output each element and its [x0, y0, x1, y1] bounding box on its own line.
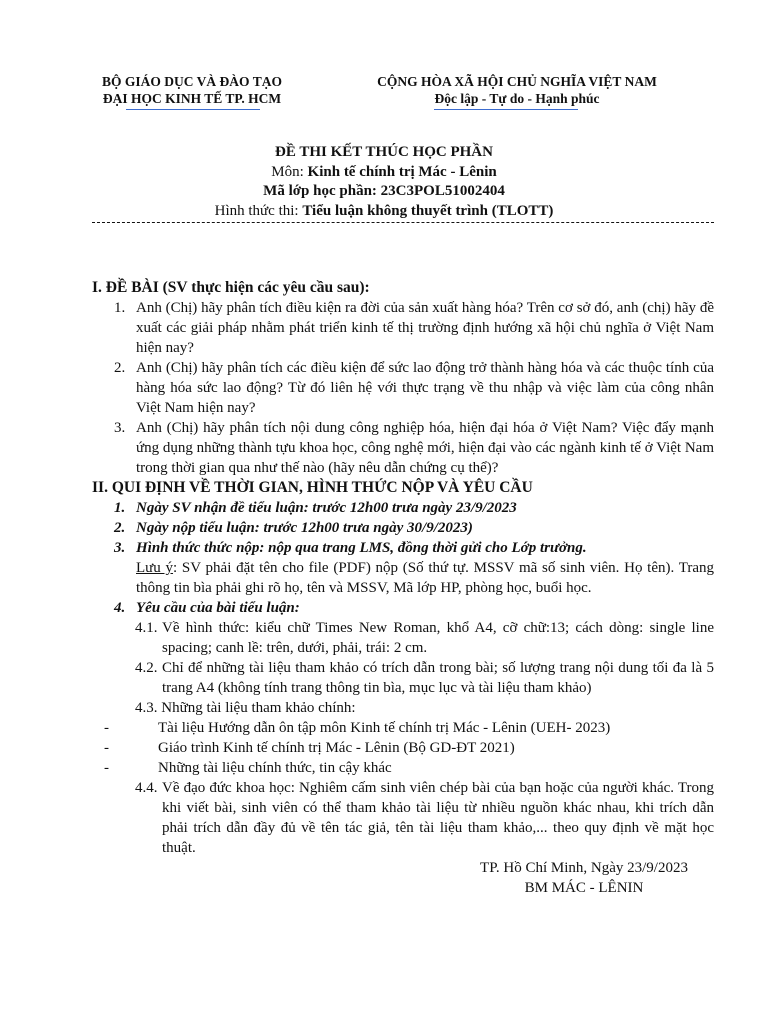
rule-receive-date: 1. Ngày SV nhận đề tiểu luận: trước 12h00 trưa ngày 23/9/2023: [114, 500, 517, 516]
university-name: ĐẠI HỌC KINH TẾ TP. HCM: [102, 91, 282, 106]
ministry-header: [92, 73, 292, 107]
country-name: CỘNG HÒA XÃ HỘI CHỦ NGHĨA VIỆT NAM: [377, 74, 657, 89]
header-left-underline: [126, 109, 260, 110]
dashed-divider: [92, 222, 714, 233]
references-heading: 4.3. Những tài liệu tham khảo chính:: [135, 700, 356, 716]
question-2: 2. Anh (Chị) hãy phân tích các điều kiện để sức lao động trở thành hàng hóa và các thuộc tính của hàng hóa sức lao động? Từ đó liên hệ với thực trạng về thu nhập và việc làm của công nhân Việt Nam hiện nay?: [114, 360, 714, 416]
section-1-title: I. ĐỀ BÀI (SV thực hiện các yêu cầu sau):: [92, 279, 370, 296]
national-header: [352, 73, 682, 107]
requirement-ethics: 4.4. Về đạo đức khoa học: Nghiêm cấm sinh viên chép bài của bạn hoặc của người khác. Trong khi viết bài, sinh viên có thể tham khảo tài liệu từ nhiều nguồn khác nhau, khi trích dẫn phải trích dẫn đầy đủ về tên tác giả, tên tài liệu tham khảo,... theo quy định về mặt học thuật.: [135, 780, 714, 856]
reference-item: - Giáo trình Kinh tế chính trị Mác - Lênin (Bộ GD-ĐT 2021): [104, 740, 515, 756]
submission-note: Lưu ý: SV phải đặt tên cho file (PDF) nộp (Số thứ tự. MSSV mã số sinh viên. Họ tên). Trang thông tin bìa phải ghi rõ họ, tên và MSSV, Mã lớp HP, phòng học, buổi học.: [136, 560, 714, 596]
class-code-line: Mã lớp học phần: 23C3POL51002404: [263, 183, 505, 199]
rule-submit-date: 2. Ngày nộp tiểu luận: trước 12h00 trưa ngày 30/9/2023): [114, 520, 473, 536]
rule-requirements: 4. Yêu cầu của bài tiểu luận:: [114, 600, 300, 616]
section-2-title: II. QUI ĐỊNH VỀ THỜI GIAN, HÌNH THỨC NỘP VÀ YÊU CẦU: [92, 479, 533, 496]
reference-item: - Những tài liệu chính thức, tin cậy khác: [104, 760, 392, 776]
question-1: 1. Anh (Chị) hãy phân tích điều kiện ra đời của sản xuất hàng hóa? Trên cơ sở đó, anh (chị) hãy đề xuất các giải pháp nhằm phát triển kinh tế thị trường định hướng xã hội chủ nghĩa ở Việt Nam hiện nay?: [114, 300, 714, 356]
exam-title-block: [0, 143, 768, 221]
requirement-format: 4.1. Về hình thức: kiểu chữ Times New Roman, khổ A4, cỡ chữ:13; cách dòng: single line spacing; canh lề: trên, dưới, phải, trái: 2 cm.: [135, 620, 714, 656]
reference-item: - Tài liệu Hướng dẫn ôn tập môn Kinh tế chính trị Mác - Lênin (UEH- 2023): [104, 720, 611, 736]
question-3: 3. Anh (Chị) hãy phân tích nội dung công nghiệp hóa, hiện đại hóa ở Việt Nam? Việc đẩy mạnh ứng dụng những thành tựu khoa học, công nghệ mới, hiện đại vào các ngành kinh tế ở Việt Nam trong thời gian qua như thế nào (hãy nêu dẫn chứng cụ thể)?: [114, 420, 714, 476]
exam-format-line: Hình thức thi: Tiểu luận không thuyết trình (TLOTT): [214, 202, 554, 219]
requirement-references: 4.2. Chỉ để những tài liệu tham khảo có trích dẫn trong bài; số lượng trang nội dung tối đa là 5 trang A4 (không tính trang thông tin bìa, mục lục và tài liệu tham khảo): [135, 660, 714, 696]
ministry-name: BỘ GIÁO DỤC VÀ ĐÀO TẠO: [102, 74, 282, 89]
exam-title: ĐỀ THI KẾT THÚC HỌC PHẦN: [275, 144, 493, 160]
rule-submit-method: 3. Hình thức thức nộp: nộp qua trang LMS, đồng thời gửi cho Lớp trưởng.: [114, 540, 587, 556]
signature-block: [454, 858, 714, 898]
exam-format: Tiểu luận không thuyết trình (TLOTT): [302, 202, 554, 219]
national-motto: Độc lập - Tự do - Hạnh phúc: [434, 91, 600, 106]
exam-content: [92, 278, 714, 858]
department-name: BM MÁC - LÊNIN: [524, 880, 644, 896]
place-date: TP. Hồ Chí Minh, Ngày 23/9/2023: [480, 860, 688, 876]
subject-name: Kinh tế chính trị Mác - Lênin: [307, 163, 497, 180]
header-right-underline: [434, 109, 578, 110]
subject-line: Môn: Kinh tế chính trị Mác - Lênin: [271, 163, 497, 180]
